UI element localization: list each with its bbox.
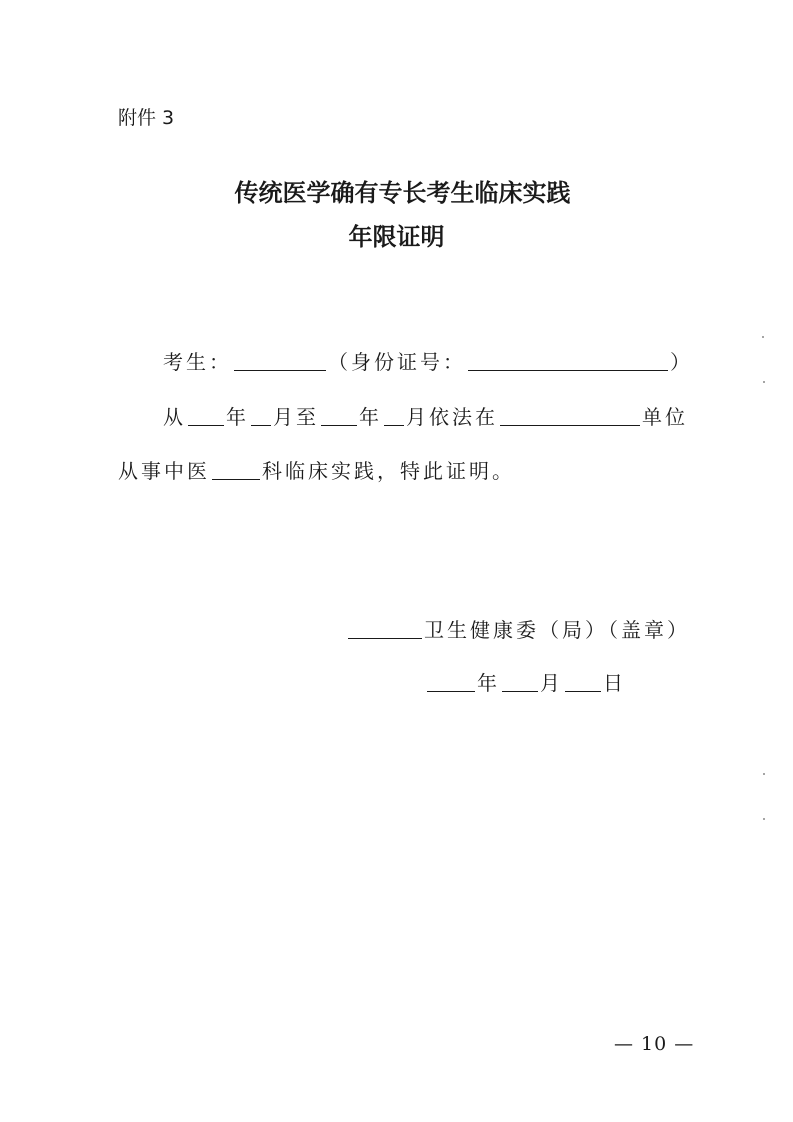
candidate-label: 考生： xyxy=(163,350,232,374)
specialty-suffix: 科临床实践，特此证明。 xyxy=(262,459,515,483)
year-label: 年 xyxy=(477,671,500,695)
authority-text: 卫生健康委（局）（盖章） xyxy=(424,618,690,642)
document-title: 传统医学确有专长考生临床实践 xyxy=(234,178,571,207)
authority-name-blank[interactable] xyxy=(348,616,422,639)
scan-speck xyxy=(763,381,765,383)
month-lawfully-text: 月依法在 xyxy=(406,405,498,429)
practice-period-line xyxy=(163,402,688,432)
authority-line xyxy=(346,615,690,645)
page-number: — 10 — xyxy=(614,1033,695,1055)
start-month-blank[interactable] xyxy=(251,403,271,426)
scan-speck xyxy=(762,336,764,338)
scan-speck xyxy=(763,818,765,820)
from-text: 从 xyxy=(163,405,186,429)
end-month-blank[interactable] xyxy=(384,403,404,426)
sign-year-blank[interactable] xyxy=(427,669,475,692)
month-to-text: 月至 xyxy=(273,405,319,429)
sign-month-blank[interactable] xyxy=(502,669,538,692)
attachment-label: 附件 3 xyxy=(118,107,175,129)
start-year-blank[interactable] xyxy=(188,403,224,426)
id-number-label: （身份证号： xyxy=(328,350,466,374)
specialty-prefix: 从事中医 xyxy=(118,459,210,483)
candidate-name-blank[interactable] xyxy=(234,348,326,371)
specialty-blank[interactable] xyxy=(212,457,260,480)
day-label: 日 xyxy=(603,671,626,695)
specialty-line xyxy=(118,456,515,486)
scan-speck xyxy=(763,773,765,775)
unit-name-blank[interactable] xyxy=(500,403,640,426)
year-text-2: 年 xyxy=(359,405,382,429)
sign-day-blank[interactable] xyxy=(565,669,601,692)
year-text: 年 xyxy=(226,405,249,429)
end-year-blank[interactable] xyxy=(321,403,357,426)
unit-text: 单位 xyxy=(642,405,688,429)
id-number-blank[interactable] xyxy=(468,348,668,371)
date-line xyxy=(425,668,626,698)
candidate-line xyxy=(163,347,693,377)
id-number-close: ） xyxy=(670,350,693,374)
month-label: 月 xyxy=(540,671,563,695)
document-subtitle: 年限证明 xyxy=(348,222,445,251)
